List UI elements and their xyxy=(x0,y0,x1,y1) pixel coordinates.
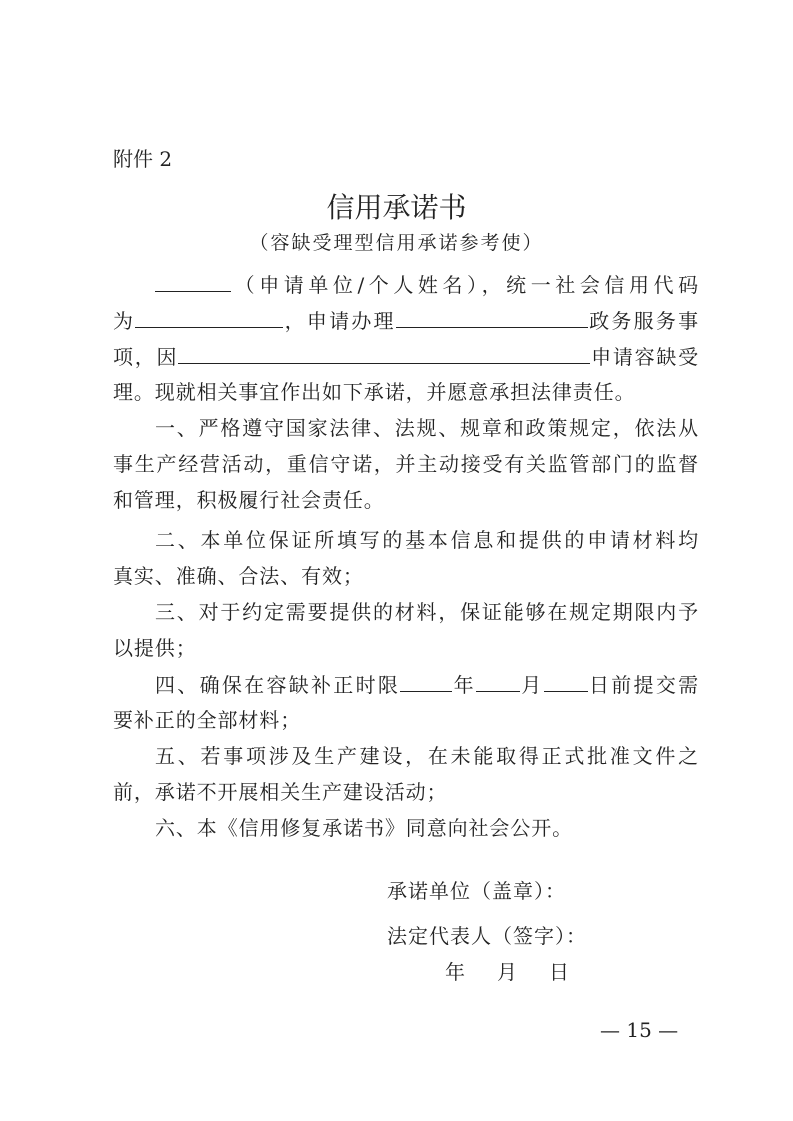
intro-line-3 xyxy=(113,343,699,370)
deadline-year-blank[interactable] xyxy=(400,671,452,692)
item-one-line: 事生产经营活动，重信守诺，并主动接受有关监管部门的监督 xyxy=(113,452,699,476)
item-one-line: 和管理，积极履行社会责任。 xyxy=(113,488,385,512)
item-three-line: 三、对于约定需要提供的材料，保证能够在规定期限内予 xyxy=(155,600,699,624)
item-text: 日前提交需 xyxy=(587,673,700,697)
deadline-day-blank[interactable] xyxy=(544,671,588,692)
intro-text: 申请容缺受 xyxy=(590,345,699,369)
signature-unit: 承诺单位（盖章）： xyxy=(387,879,566,903)
item-two-line: 二、本单位保证所填写的基本信息和提供的申请材料均 xyxy=(155,528,699,552)
item-five-line: 前，承诺不开展相关生产建设活动； xyxy=(113,780,448,804)
annex-label: 附件 2 xyxy=(113,147,173,171)
signature-date-year: 年 xyxy=(445,960,466,984)
page-number: — 15 — xyxy=(600,1018,679,1042)
deadline-month-blank[interactable] xyxy=(476,671,520,692)
document-subtitle: （容缺受理型信用承诺参考使） xyxy=(249,232,544,254)
item-four-line: 要补正的全部材料； xyxy=(113,708,302,732)
item-text: 四、确保在容缺补正时限 xyxy=(155,673,401,697)
intro-text: 为 xyxy=(113,309,136,333)
signature-date-month: 月 xyxy=(497,960,518,984)
item-three-line: 以提供； xyxy=(113,636,197,660)
service-item-blank[interactable] xyxy=(396,307,588,328)
item-one-line: 一、严格遵守国家法律、法规、规章和政策规定，依法从 xyxy=(155,416,699,440)
reason-blank[interactable] xyxy=(178,343,590,364)
intro-text: ，申请办理 xyxy=(283,309,396,333)
item-five-line: 五、若事项涉及生产建设，在未能取得正式批准文件之 xyxy=(155,744,699,768)
intro-line-2 xyxy=(113,307,699,334)
signature-representative: 法定代表人（签字）： xyxy=(387,924,587,948)
document-title: 信用承诺书 xyxy=(326,191,467,224)
item-four-line xyxy=(155,671,699,698)
intro-text: 政务服务事 xyxy=(587,309,700,333)
item-six-line: 六、本《信用修复承诺书》同意向社会公开。 xyxy=(155,816,573,840)
item-two-line: 真实、准确、合法、有效； xyxy=(113,564,364,588)
intro-line-1 xyxy=(155,271,699,298)
signature-date-day: 日 xyxy=(549,960,570,984)
applicant-name-blank[interactable] xyxy=(155,271,231,292)
intro-text: （申请单位/个人姓名），统一社会信用代码 xyxy=(231,273,699,297)
intro-line-4: 理。现就相关事宜作出如下承诺，并愿意承担法律责任。 xyxy=(113,380,636,404)
intro-text: 项，因 xyxy=(113,345,179,369)
item-text: 年 xyxy=(452,673,476,697)
item-text: 月 xyxy=(519,673,544,697)
credit-code-blank[interactable] xyxy=(135,307,283,328)
